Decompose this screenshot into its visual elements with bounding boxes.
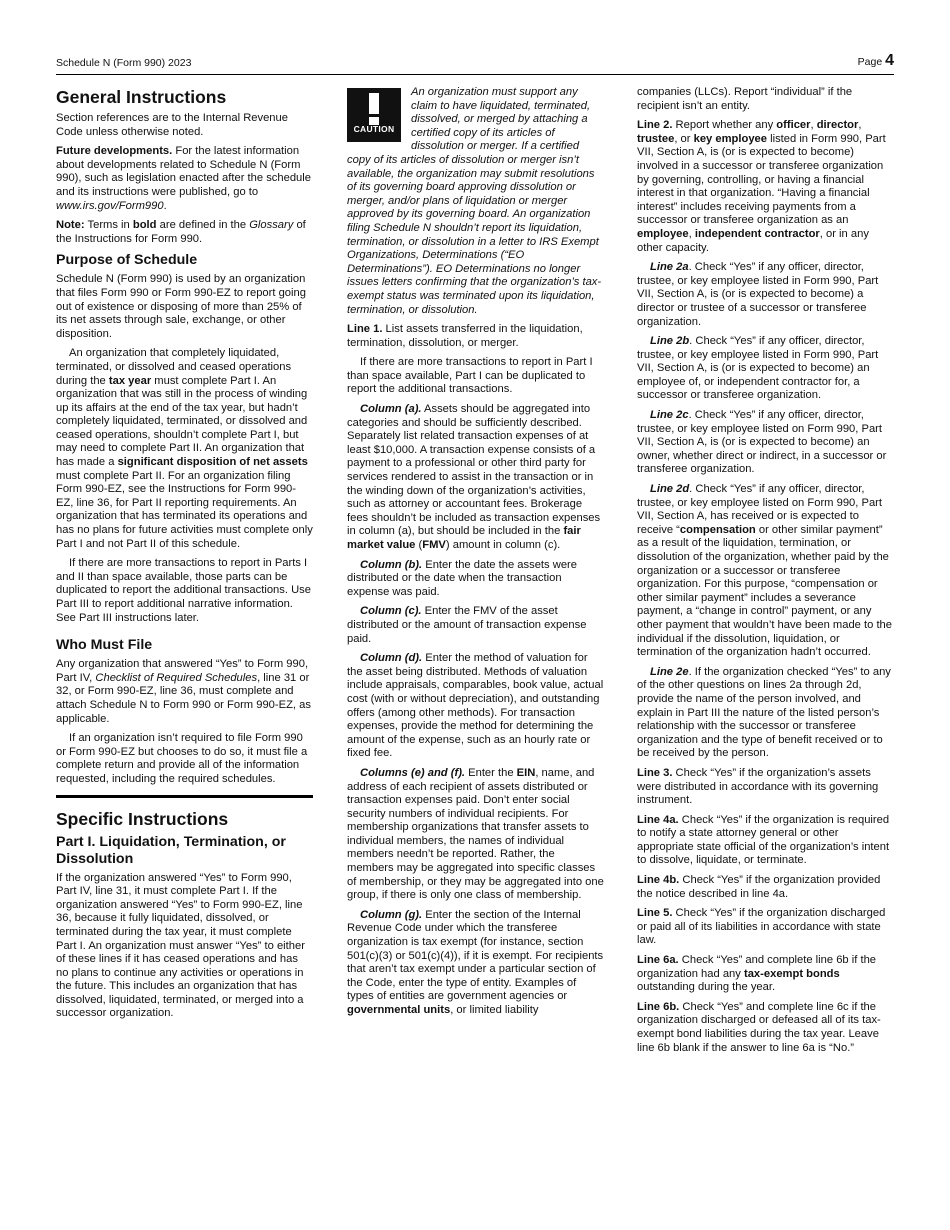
- text: .: [163, 199, 167, 212]
- para-line-6b: [637, 1001, 894, 1055]
- term-employee: employee: [637, 227, 689, 240]
- para-column-g: [347, 909, 604, 1018]
- text: Check “Yes” if the organization discharged or paid all of its liabilities in accordance with state law.: [637, 907, 886, 947]
- term-fmv: fair market value: [347, 525, 581, 551]
- para-column-a: [347, 403, 604, 553]
- column-1: [56, 86, 313, 1027]
- exclamation-icon: [360, 92, 388, 126]
- caution-icon: [347, 88, 401, 142]
- text-checklist: Checklist of Required Schedules: [95, 671, 258, 684]
- text: ,: [688, 227, 695, 240]
- lead-future: Future developments.: [56, 145, 173, 158]
- text: Enter the date the assets were distributed or the date when the transaction expense was paid.: [347, 558, 577, 598]
- para-line-2a: [637, 261, 894, 329]
- para-columns-e-f: [347, 767, 604, 903]
- term-director: director: [816, 119, 859, 132]
- term-compensation: compensation: [679, 523, 756, 536]
- text: , line 31 or 32, or Form 990-EZ, line 36, must complete and attach Schedule N to Form 990 or Form 990-EZ, as applicable.: [56, 671, 311, 725]
- text: Check “Yes” and complete line 6c if the organization discharged or defeased all of its tax-exempt bond liabilities during the tax year. Leave line 6b blank if the answer to line 6a is “No.”: [637, 1000, 881, 1054]
- text: ,: [858, 119, 862, 132]
- para-future-developments: [56, 145, 313, 213]
- lead-line-2a: Line 2a: [650, 261, 689, 274]
- text: . If the organization checked “Yes” to any of the other questions on lines 2a through 2d, provide the name of the person involved, and explain in Part III the nature of the listed person’s relationship with the successor or transferee organization and the type of benefit received or to be received by the person.: [637, 665, 891, 760]
- lead-line-2b: Line 2b: [650, 335, 690, 348]
- text: outstanding during the year.: [637, 981, 776, 994]
- para-purpose-1: Schedule N (Form 990) is used by an organization that files Form 990 or Form 990-EZ to report going out of existence or disposing of more than 25% of its net assets through sale, exchange, or other disposition.: [56, 273, 306, 340]
- para-line-1: [347, 323, 604, 350]
- text: ,: [810, 119, 817, 132]
- heading-part-1: Part I. Liquidation, Termination, or Dissolution: [56, 833, 286, 867]
- para-line-3: [637, 767, 894, 808]
- text: Check “Yes” if the organization’s assets were distributed in accordance with its governing instrument.: [637, 766, 879, 807]
- para-note: [56, 219, 313, 246]
- text-bold: bold: [132, 219, 157, 232]
- para-purpose-3: If there are more transactions to report in Parts I and II than space available, those parts can be duplicated to report the additional transactions. Use Part III to report additional narrative information. See Part III instructions later.: [56, 557, 311, 624]
- text: An organization that completely liquidated, terminated, or dissolved and ceased operations during the: [56, 347, 292, 387]
- lead-column-c: Column (c).: [360, 605, 422, 618]
- text: , name, and address of each recipient of assets distributed or transaction expenses paid. Don’t enter social security numbers of individual recipients. For membership organizations that transfer assets to individual members, the names of individual members needn’t be reported. Rather, the members may be aggregated into specific classes of membership, or they may be aggregated into one group, if there is only one class of membership.: [347, 766, 604, 902]
- term-governmental-units: governmental units: [347, 1004, 451, 1016]
- text-glossary: Glossary: [249, 219, 294, 232]
- heading-purpose-of-schedule: Purpose of Schedule: [56, 252, 198, 269]
- lead-line-5: Line 5.: [637, 907, 673, 920]
- para-line-2: [637, 119, 894, 255]
- para-line-6a: [637, 954, 894, 995]
- text: Terms in: [84, 219, 133, 232]
- text: ) amount in column (c).: [445, 539, 561, 551]
- para-who-1: [56, 658, 313, 726]
- column-3: [637, 86, 894, 1061]
- para-who-2: If an organization isn’t required to file Form 990 or Form 990-EZ but chooses to do so, it must file a complete return and provide all of the information requested, including the required schedules.: [56, 732, 308, 785]
- text: of the Instructions for Form 990.: [56, 219, 306, 245]
- para-line-4a: [637, 814, 894, 868]
- text: Any organization that answered “Yes” to Form 990, Part IV,: [56, 658, 309, 684]
- heading-who-must-file: Who Must File: [56, 637, 153, 654]
- lead-column-d: Column (d).: [360, 652, 423, 665]
- text: , or limited liability: [450, 1004, 539, 1016]
- text: Check “Yes” if the organization is required to notify a state attorney general or other appropriate state official of the organization’s intent to dissolve, liquidate, or terminate.: [637, 813, 890, 867]
- lead-line-3: Line 3.: [637, 766, 673, 779]
- text: Enter the method of valuation for the asset being distributed. Methods of valuation include appraisals, comparables, book value, actual cost (with or without depreciation), and outstanding offers (among other methods). For transaction expenses, provide the method for determining the amount of the expense, such as an hourly rate or fixed fee.: [347, 652, 604, 760]
- text: or other similar payment” as a result of the liquidation, termination, or dissolution of the organization, whether paid by the organization or a successor or transferee organization. For this purpose, “compensation or other similar payment” includes a severance payment, a “change in control” payment, or any other payment that wouldn’t have been made to the individual if the dissolution, liquidation, or termination of the organization hadn’t occurred.: [637, 523, 892, 659]
- para-column-c: [347, 605, 604, 646]
- lead-column-a: Column (a).: [360, 403, 422, 416]
- para-line-2d: [637, 483, 894, 660]
- text: , or in any other capacity.: [637, 227, 869, 254]
- heading-general-instructions: General Instructions: [56, 87, 227, 107]
- text: Check “Yes” and complete line 6b if the organization had any: [637, 954, 877, 980]
- page-number: [858, 54, 894, 70]
- lead-line-6b: Line 6b.: [637, 1000, 680, 1013]
- text: . Check “Yes” if any officer, director, trustee, or key employee listed on Form 990, Part VII, Section A, is (or is expected to become) an owner, whether direct or indirect, in a successor or transferee organization.: [637, 409, 887, 476]
- text: must complete Part II. For an organization filing Form 990-EZ, see the Instructions for Form 990-EZ, line 36, for Part II reporting requirements. An organization that has terminated its operations and has no plans for future activities must complete only Part I and not Part II of this schedule.: [56, 469, 313, 550]
- lead-line-4a: Line 4a.: [637, 813, 679, 826]
- text: . Check “Yes” if any officer, director, trustee, or key employee listed in Form 990, Part VII, Section A, is (or is expected to become) a director or trustee of a successor or transferee organization.: [637, 261, 879, 328]
- text: Enter the FMV of the asset distributed or the amount of transaction expense paid.: [347, 605, 587, 645]
- lead-line-2c: Line 2c: [650, 409, 689, 422]
- para-part1: If the organization answered “Yes” to Form 990, Part IV, line 31, it must complete Part I. If the organization answered “Yes” to Form 990-EZ, line 36, because it fully liquidated, dissolved, or terminated during the tax year, it must complete Part I. An organization must answer “Yes” to either of these lines if it has ceased operations and has no plans to continue any activities or operations in the future. This includes an organization that has dissolved, liquidated, terminated, or merged into a successor organization.: [56, 871, 305, 1020]
- para-purpose-2: [56, 347, 313, 551]
- term-trustee: trustee: [637, 132, 675, 145]
- section-divider: [56, 795, 313, 798]
- text: (: [415, 539, 423, 551]
- lead-note: Note:: [56, 219, 85, 232]
- text: listed in Form 990, Part VII, Section A, is (or is expected to become) involved in a successor or transferee organization by governing, controlling, or having a financial interest in that organization. “Having a financial interest” includes receiving payments from a successor or transferee organization as an: [637, 132, 886, 227]
- text: List assets transferred in the liquidation, termination, dissolution, or merger.: [347, 323, 583, 349]
- lead-line-4b: Line 4b.: [637, 874, 680, 887]
- term-fmv-abbr: FMV: [422, 539, 446, 551]
- lead-line-2: Line 2.: [637, 119, 673, 132]
- text: Enter the section of the Internal Revenue Code under which the transferee organization is tax exempt (for instance, section 501(c)(3) or 501(c)(4)), if it is exempt. For recipients that aren’t tax exempt under a particular section of the Code, enter the type of entity. Examples of types of entities are government agencies or: [347, 908, 604, 1003]
- column-2: [347, 86, 604, 1024]
- para-line-2b: [637, 335, 894, 403]
- term-ein: EIN: [516, 766, 536, 779]
- page-header: [56, 52, 894, 75]
- text: Assets should be aggregated into categories and should be sufficiently described. Separately list related transaction expenses of at least $10,000. A transaction expense consists of a payment to a professional or other third party for services rendered to assist in the transaction or in the winding down of the organization’s activities, such as attorney or accountant fees. Brokerage fees shouldn’t be included as transaction expenses in column (a), but should be included in the: [347, 403, 601, 538]
- para-continued: companies (LLCs). Report “individual” if the recipient isn’t an entity.: [637, 86, 853, 112]
- term-independent-contractor: independent contractor: [694, 227, 820, 240]
- text: . Check “Yes” if any officer, director, trustee, or key employee listed on Form 990, Part VII, Section A, has received or is expected to receive “: [637, 483, 882, 536]
- text: are defined in the: [156, 219, 250, 232]
- para-line-2e: [637, 666, 894, 761]
- para-line-5: [637, 907, 894, 948]
- para-column-d: [347, 652, 604, 761]
- para-line-2c: [637, 409, 894, 477]
- text: Check “Yes” if the organization provided the notice described in line 4a.: [637, 874, 881, 900]
- text: , or: [674, 132, 694, 145]
- term-tax-year: tax year: [108, 374, 152, 387]
- heading-specific-instructions: Specific Instructions: [56, 808, 229, 829]
- lead-column-g: Column (g).: [360, 908, 423, 921]
- page-label: Page: [857, 56, 883, 68]
- text: . Check “Yes” if any officer, director, trustee, or key employee listed in Form 990, Part VII, Section A, is (or is expected to become) an employee of, or independent contractor for, a successor or transferee organization.: [637, 335, 879, 402]
- lead-columns-e-f: Columns (e) and (f).: [360, 766, 466, 779]
- caution-text: An organization must support any claim to have liquidated, terminated, dissolved, or merged by attaching a certified copy of its articles of dissolution or merger. If a certified copy of its articles of dissolution or merger isn’t available, the organization may submit resolutions of its governing board approving dissolution or merger, and/or plans of liquidation or merger approved by its governing board. An organization filing Schedule N shouldn’t report its liquidation, termination, or dissolution in a letter to IRS Exempt Organizations, Determinations (“EO Determinations”). EO Determinations no longer issues letters confirming that the organization’s tax-exempt status was terminated upon its liquidation, termination, or dissolution.: [347, 86, 602, 316]
- link-irs-form990[interactable]: www.irs.gov/Form990: [56, 199, 164, 212]
- page-num: 4: [885, 52, 894, 69]
- lead-line-6a: Line 6a.: [637, 954, 679, 967]
- para-column-b: [347, 559, 604, 600]
- text: must complete Part I. An organization that was still in the process of winding up its affairs at the end of the tax year, but hadn’t completely liquidated, terminated, or dissolved and ceased operations, shouldn’t complete Part I, but may need to complete Part II. An organization that has made a: [56, 374, 308, 469]
- text: Enter the: [465, 766, 517, 779]
- text: Report whether any: [672, 119, 777, 132]
- term-tax-exempt-bonds: tax-exempt bonds: [743, 967, 840, 980]
- lead-line-2e: Line 2e: [650, 665, 689, 678]
- term-officer: officer: [776, 119, 811, 132]
- caution-label: CAUTION: [353, 124, 395, 135]
- lead-column-b: Column (b).: [360, 558, 423, 571]
- form-name: Schedule N (Form 990) 2023: [56, 57, 192, 69]
- term-key-employee: key employee: [693, 132, 767, 145]
- lead-line-1: Line 1.: [347, 323, 383, 336]
- text: For the latest information about developments related to Schedule N (Form 990), such as legislation enacted after the schedule and its instructions were published, go to: [56, 145, 311, 198]
- para-section-references: Section references are to the Internal Revenue Code unless otherwise noted.: [56, 112, 288, 138]
- lead-line-2d: Line 2d: [650, 483, 690, 496]
- term-significant-disposition: significant disposition of net assets: [117, 456, 308, 469]
- caution-block: [347, 86, 604, 317]
- para-line-4b: [637, 874, 894, 901]
- para-line-1-more: If there are more transactions to report in Part I than space available, Part I can be duplicated to report the additional transactions.: [347, 356, 593, 396]
